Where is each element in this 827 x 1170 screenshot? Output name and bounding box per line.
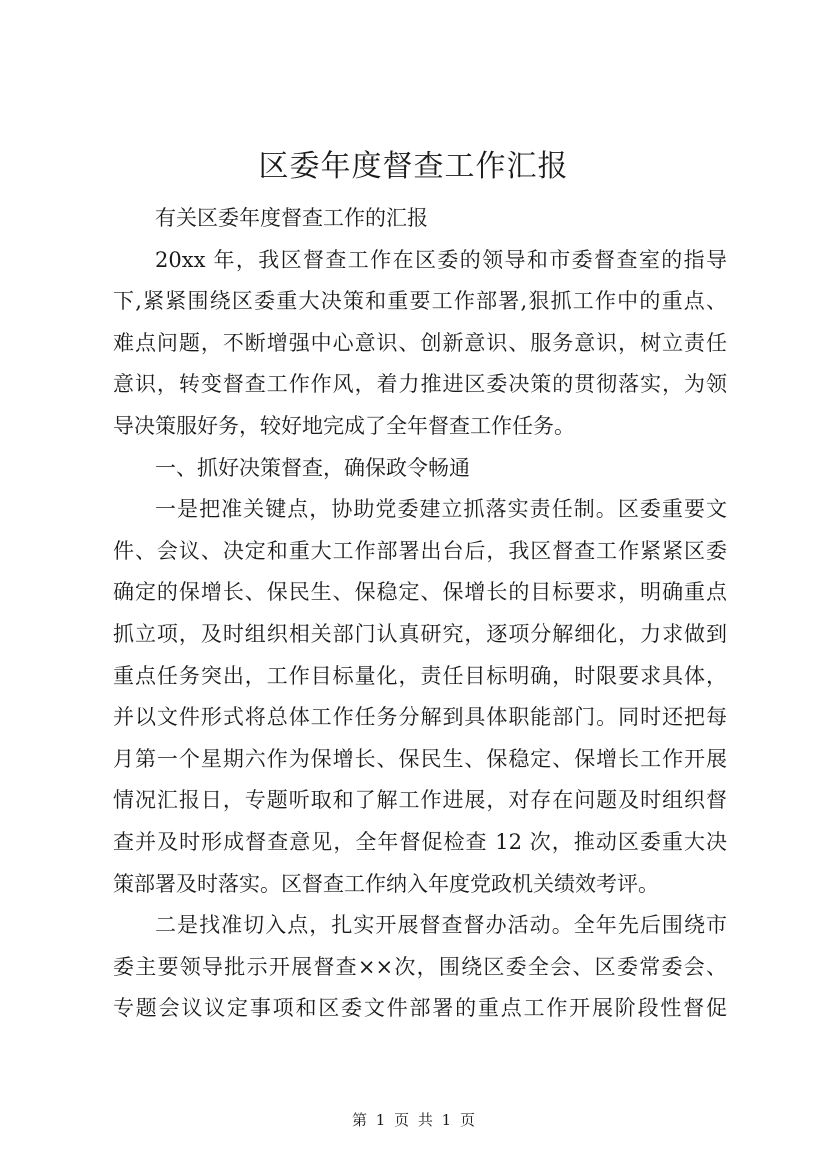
text-line: 一是把准关键点，协助党委建立抓落实责任制。区委重要文 [155,497,727,522]
text-line: 委主要领导批示开展督查××次，围绕区委全会、区委常委会、 [113,954,727,979]
text-line: 导决策服好务，较好地完成了全年督查工作任务。 [113,413,575,438]
text-line: 意识，转变督查工作作风，着力推进区委决策的贯彻落实，为领 [113,372,727,397]
text-line: 策部署及时落实。区督查工作纳入年度党政机关绩效考评。 [113,871,659,896]
text-line: 难点问题，不断增强中心意识、创新意识、服务意识，树立责任 [113,330,727,355]
document-title: 区委年度督查工作汇报 [258,149,569,184]
text-line: 查并及时形成督查意见，全年督促检查 12 次，推动区委重大决 [113,829,727,854]
text-line: 20xx 年，我区督查工作在区委的领导和市委督查室的指导 [155,247,727,272]
text-line: 确定的保增长、保民生、保稳定、保增长的目标要求，明确重点 [113,580,727,605]
page-number-footer: 第 1 页 共 1 页 [352,1111,475,1129]
text-line: 情况汇报日，专题听取和了解工作进展，对存在问题及时组织督 [113,788,727,813]
text-line: 重点任务突出，工作目标量化，责任目标明确，时限要求具体， [113,663,727,688]
text-line: 抓立项，及时组织相关部门认真研究，逐项分解细化，力求做到 [113,621,727,646]
text-line: 有关区委年度督查工作的汇报 [155,206,428,230]
document-body [113,198,727,1030]
text-line: 二是找准切入点，扎实开展督查督办活动。全年先后围绕市 [155,913,727,938]
text-line: 专题会议议定事项和区委文件部署的重点工作开展阶段性督促 [113,996,727,1021]
text-line: 月第一个星期六作为保增长、保民生、保稳定、保增长工作开展 [113,746,727,771]
text-line: 一、抓好决策督查，确保政令畅通 [155,455,470,480]
text-line: 下,紧紧围绕区委重大决策和重要工作部署,狠抓工作中的重点、 [113,289,727,314]
text-line: 并以文件形式将总体工作任务分解到具体职能部门。同时还把每 [113,705,727,730]
text-line: 件、会议、决定和重大工作部署出台后，我区督查工作紧紧区委 [113,538,727,563]
